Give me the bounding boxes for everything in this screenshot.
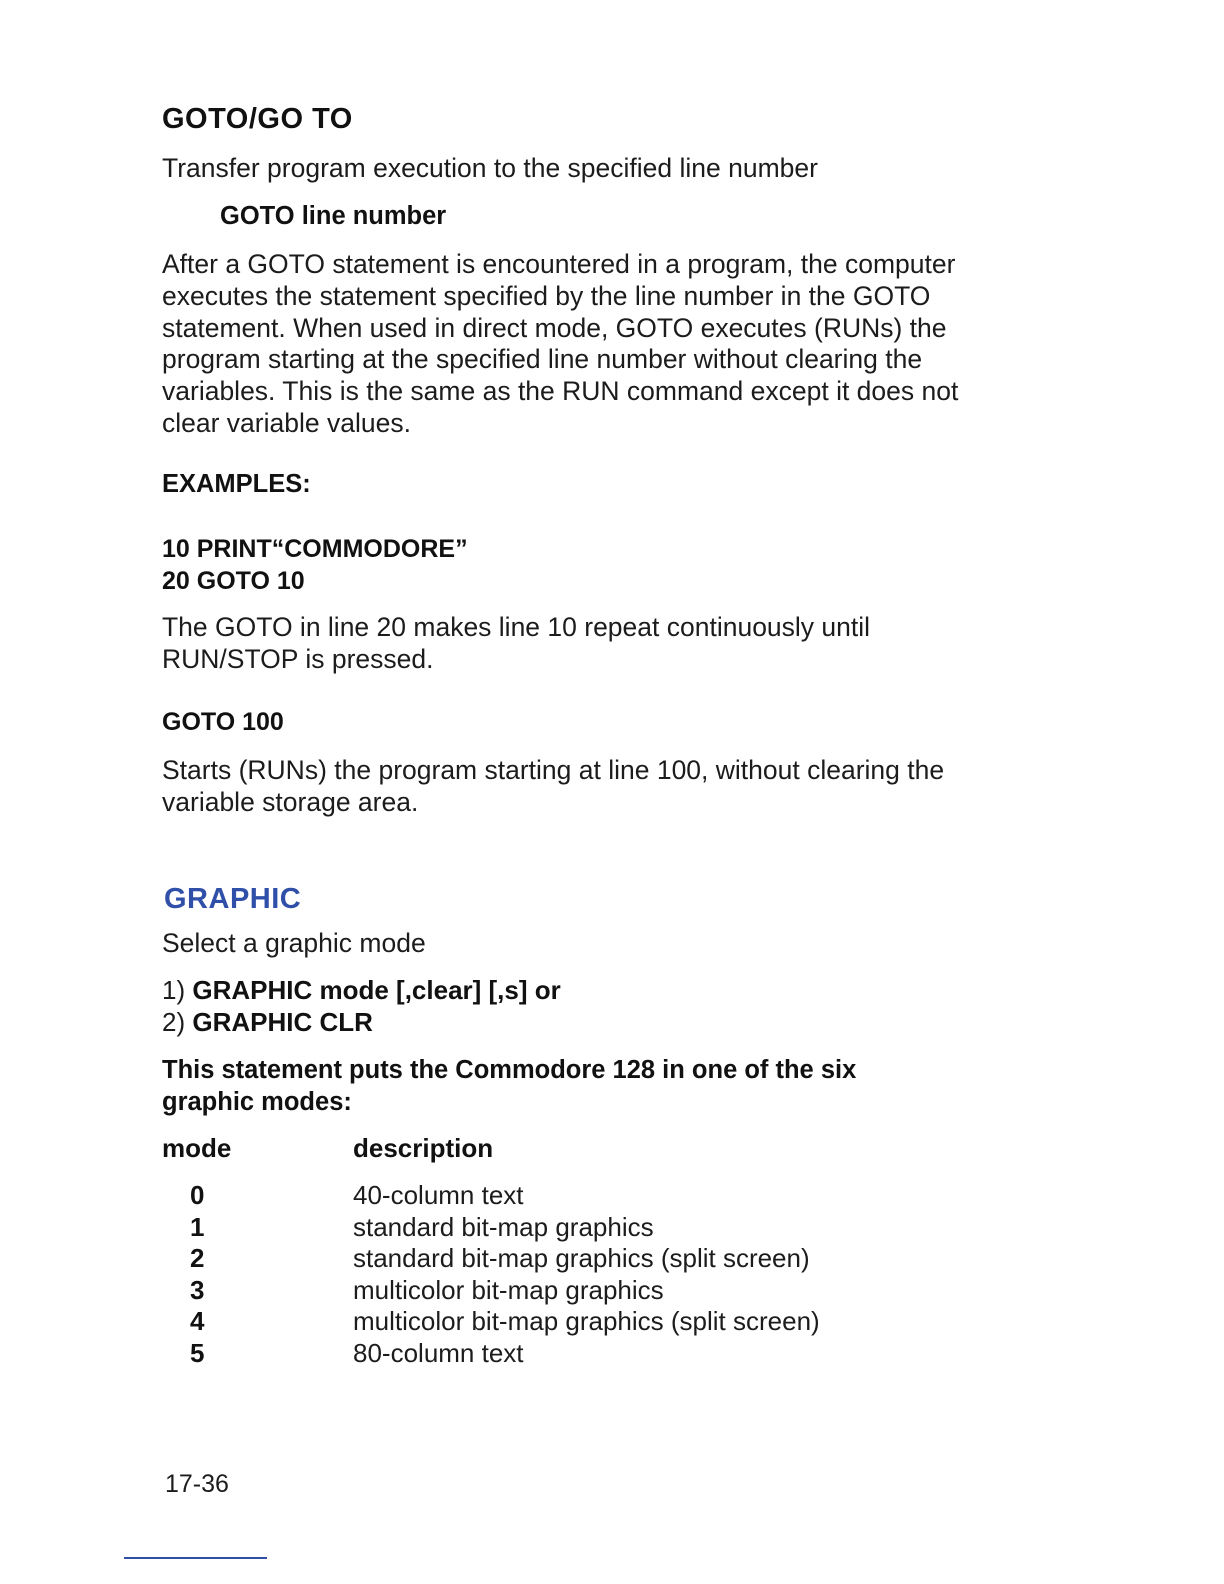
mode-number: 2 (190, 1243, 205, 1274)
example2-explanation: Starts (RUNs) the program starting at line 100, without clearing the variable storage area. (162, 755, 945, 817)
format-line (162, 975, 561, 1007)
examples-label: EXAMPLES: (162, 470, 311, 498)
format-text: GRAPHIC mode [,clear] [,s] or (192, 975, 561, 1005)
goto-heading: GOTO/GO TO (162, 103, 353, 135)
graphic-formats (162, 975, 561, 1038)
mode-description: 40-column text (353, 1180, 524, 1210)
example2-code: GOTO 100 (162, 708, 284, 736)
goto-summary: Transfer program execution to the specified line number (162, 153, 818, 183)
graphic-intro: This statement puts the Commodore 128 in one of the six graphic modes: (162, 1056, 857, 1116)
mode-description: standard bit-map graphics (353, 1211, 654, 1242)
mode-table (162, 1133, 962, 1373)
footer-rule (124, 1557, 267, 1559)
mode-number: 0 (190, 1180, 205, 1210)
graphic-summary: Select a graphic mode (162, 928, 426, 958)
example1-explanation: The GOTO in line 20 makes line 10 repeat continuously until RUN/STOP is pressed. (162, 612, 871, 674)
format-line (162, 1007, 561, 1039)
goto-syntax: GOTO line number (220, 202, 447, 230)
code-line: 20 GOTO 10 (162, 567, 305, 595)
code-line: 10 PRINT“COMMODORE” (162, 535, 468, 563)
format-number: 1) (162, 975, 186, 1005)
goto-description: After a GOTO statement is encountered in a program, the computer executes the statement specified by the line number in the GOTO statement. When used in direct mode, GOTO executes (RUNs) the program starting at the specified line number without clearing the variables. This is the same as the RUN command except it does not clear variable values. (162, 249, 959, 438)
table-header-description: description (353, 1133, 494, 1163)
mode-number: 5 (190, 1338, 205, 1368)
mode-description: multicolor bit-map graphics (split screen) (353, 1306, 820, 1337)
graphic-heading: GRAPHIC (164, 883, 302, 915)
mode-description: multicolor bit-map graphics (353, 1274, 664, 1305)
mode-description: standard bit-map graphics (split screen) (353, 1243, 810, 1274)
format-number: 2) (162, 1006, 186, 1037)
mode-description: 80-column text (353, 1338, 524, 1368)
example1-code (162, 533, 468, 597)
table-header-mode: mode (162, 1133, 232, 1163)
mode-number: 3 (190, 1274, 205, 1305)
mode-number: 4 (190, 1306, 205, 1337)
page-number: 17-36 (165, 1470, 229, 1498)
mode-number: 1 (190, 1211, 205, 1242)
format-text: GRAPHIC CLR (192, 1006, 373, 1037)
